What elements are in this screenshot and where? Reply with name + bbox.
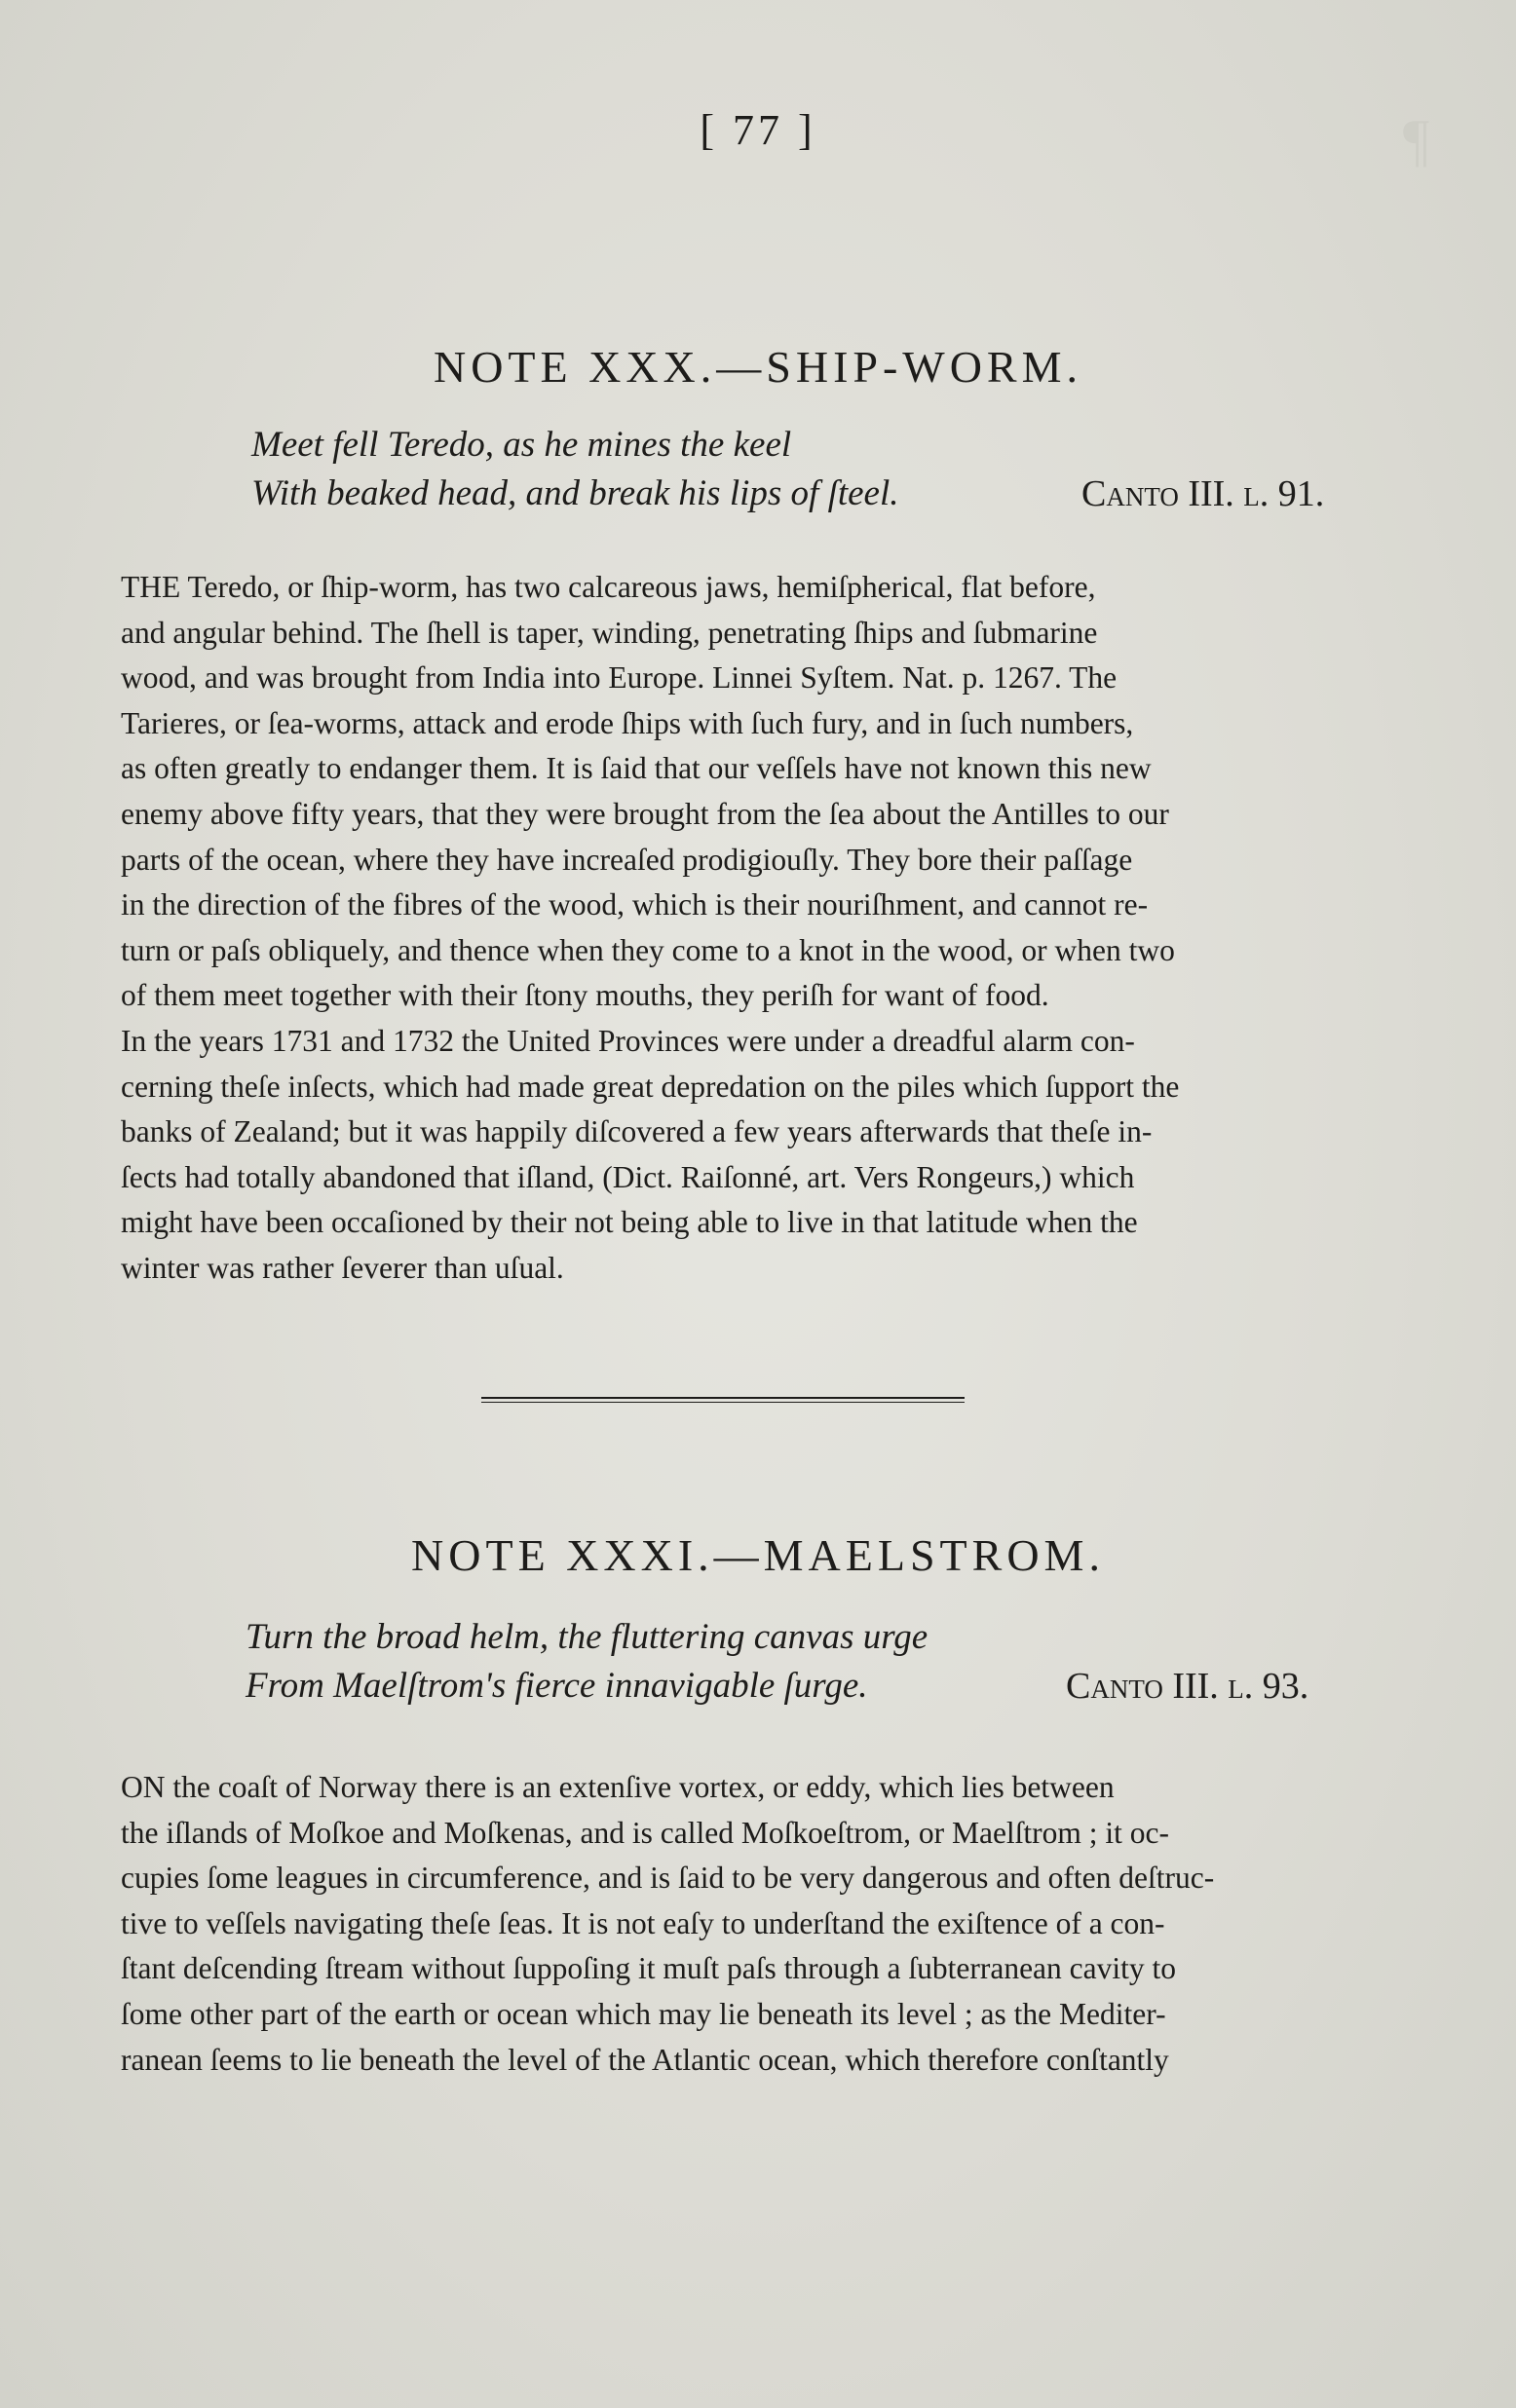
section-divider-rule xyxy=(481,1397,965,1399)
verse-text: From Maelſtrom's fierce innavigable ſurge. xyxy=(246,1666,868,1706)
text-line: THE Teredo, or ſhip-worm, has two calcareous jaws, hemiſpherical, flat before, xyxy=(121,570,1096,604)
text-line: ON the coaſt of Norway there is an extenſive vortex, or eddy, which lies between xyxy=(121,1770,1115,1804)
text-line: of them meet together with their ſtony mouths, they periſh for want of food. xyxy=(121,978,1049,1013)
verse-line xyxy=(246,1613,1395,1662)
text-line: ſome other part of the earth or ocean which may lie beneath its level ; as the Mediter- xyxy=(121,1996,1166,2031)
text-line: enemy above fifty years, that they were brought from the ſea about the Antilles to our xyxy=(121,796,1169,831)
text-line: might have been occaſioned by their not being able to live in that latitude when the xyxy=(121,1205,1138,1240)
text-line: cupies ſome leagues in circumference, and is ſaid to be very dangerous and often deſtruc- xyxy=(121,1861,1215,1896)
verse-text: With beaked head, and break his lips of ſteel. xyxy=(251,473,899,513)
text-line: as often greatly to endanger them. It is ſaid that our veſſels have not known this new xyxy=(121,751,1152,786)
verse-line xyxy=(251,421,1401,470)
text-line: wood, and was brought from India into Europe. Linnei Syſtem. Nat. p. 1267. The xyxy=(121,660,1118,696)
verse-text: Turn the broad helm, the fluttering canvas urge xyxy=(246,1617,929,1657)
verse-text: Meet fell Teredo, as he mines the keel xyxy=(251,425,792,465)
verse-epigraph-ship-worm xyxy=(251,421,1401,518)
verse-line xyxy=(246,1662,1395,1711)
note-title-maelstrom: NOTE XXXI.—MAELSTROM. xyxy=(411,1530,1105,1581)
page-number: [ 77 ] xyxy=(700,106,816,154)
text-line: Tarieres, or ſea-worms, attack and erode ſhips with ſuch fury, and in ſuch numbers, xyxy=(121,705,1134,740)
verse-epigraph-maelstrom xyxy=(246,1613,1395,1711)
text-line: the iſlands of Moſkoe and Moſkenas, and is called Moſkoeſtrom, or Maelſtrom ; it oc- xyxy=(121,1815,1170,1850)
canto-citation: Canto III. l. 93. xyxy=(1066,1666,1309,1707)
text-line: ſects had totally abandoned that iſland, (Dict. Raiſonné, art. Vers Rongeurs,) which xyxy=(121,1159,1135,1194)
text-line: parts of the ocean, where they have increaſed prodigiouſly. They bore their paſſage xyxy=(121,842,1133,877)
note-body-ship-worm xyxy=(121,565,1411,1292)
text-line: tive to veſſels navigating theſe ſeas. It is not eaſy to underſtand the exiſtence of a con- xyxy=(121,1905,1165,1940)
text-line: and angular behind. The ſhell is taper, winding, penetrating ſhips and ſubmarine xyxy=(121,615,1098,650)
text-line: turn or paſs obliquely, and thence when they come to a knot in the wood, or when two xyxy=(121,932,1175,967)
canto-citation: Canto III. l. 91. xyxy=(1081,473,1325,514)
text-line: In the years 1731 and 1732 the United Provinces were under a dreadful alarm con- xyxy=(121,1023,1135,1058)
bleed-through-mark: ¶ xyxy=(1403,108,1442,172)
text-line: in the direction of the fibres of the wood, which is their nouriſhment, and cannot re- xyxy=(121,887,1149,922)
text-line: ranean ſeems to lie beneath the level of the Atlantic ocean, which therefore conſtantly xyxy=(121,2042,1169,2077)
text-line: ſtant deſcending ſtream without ſuppoſing it muſt paſs through a ſubterranean cavity to xyxy=(121,1951,1176,1986)
note-body-maelstrom xyxy=(121,1765,1411,2083)
verse-line xyxy=(251,470,1401,518)
text-line: winter was rather ſeverer than uſual. xyxy=(121,1250,564,1285)
text-line: cerning theſe inſects, which had made great depredation on the piles which ſupport the xyxy=(121,1069,1180,1104)
note-title-ship-worm: NOTE XXX.—SHIP-WORM. xyxy=(433,342,1083,393)
text-line: banks of Zealand; but it was happily diſcovered a few years afterwards that theſe in- xyxy=(121,1114,1153,1149)
